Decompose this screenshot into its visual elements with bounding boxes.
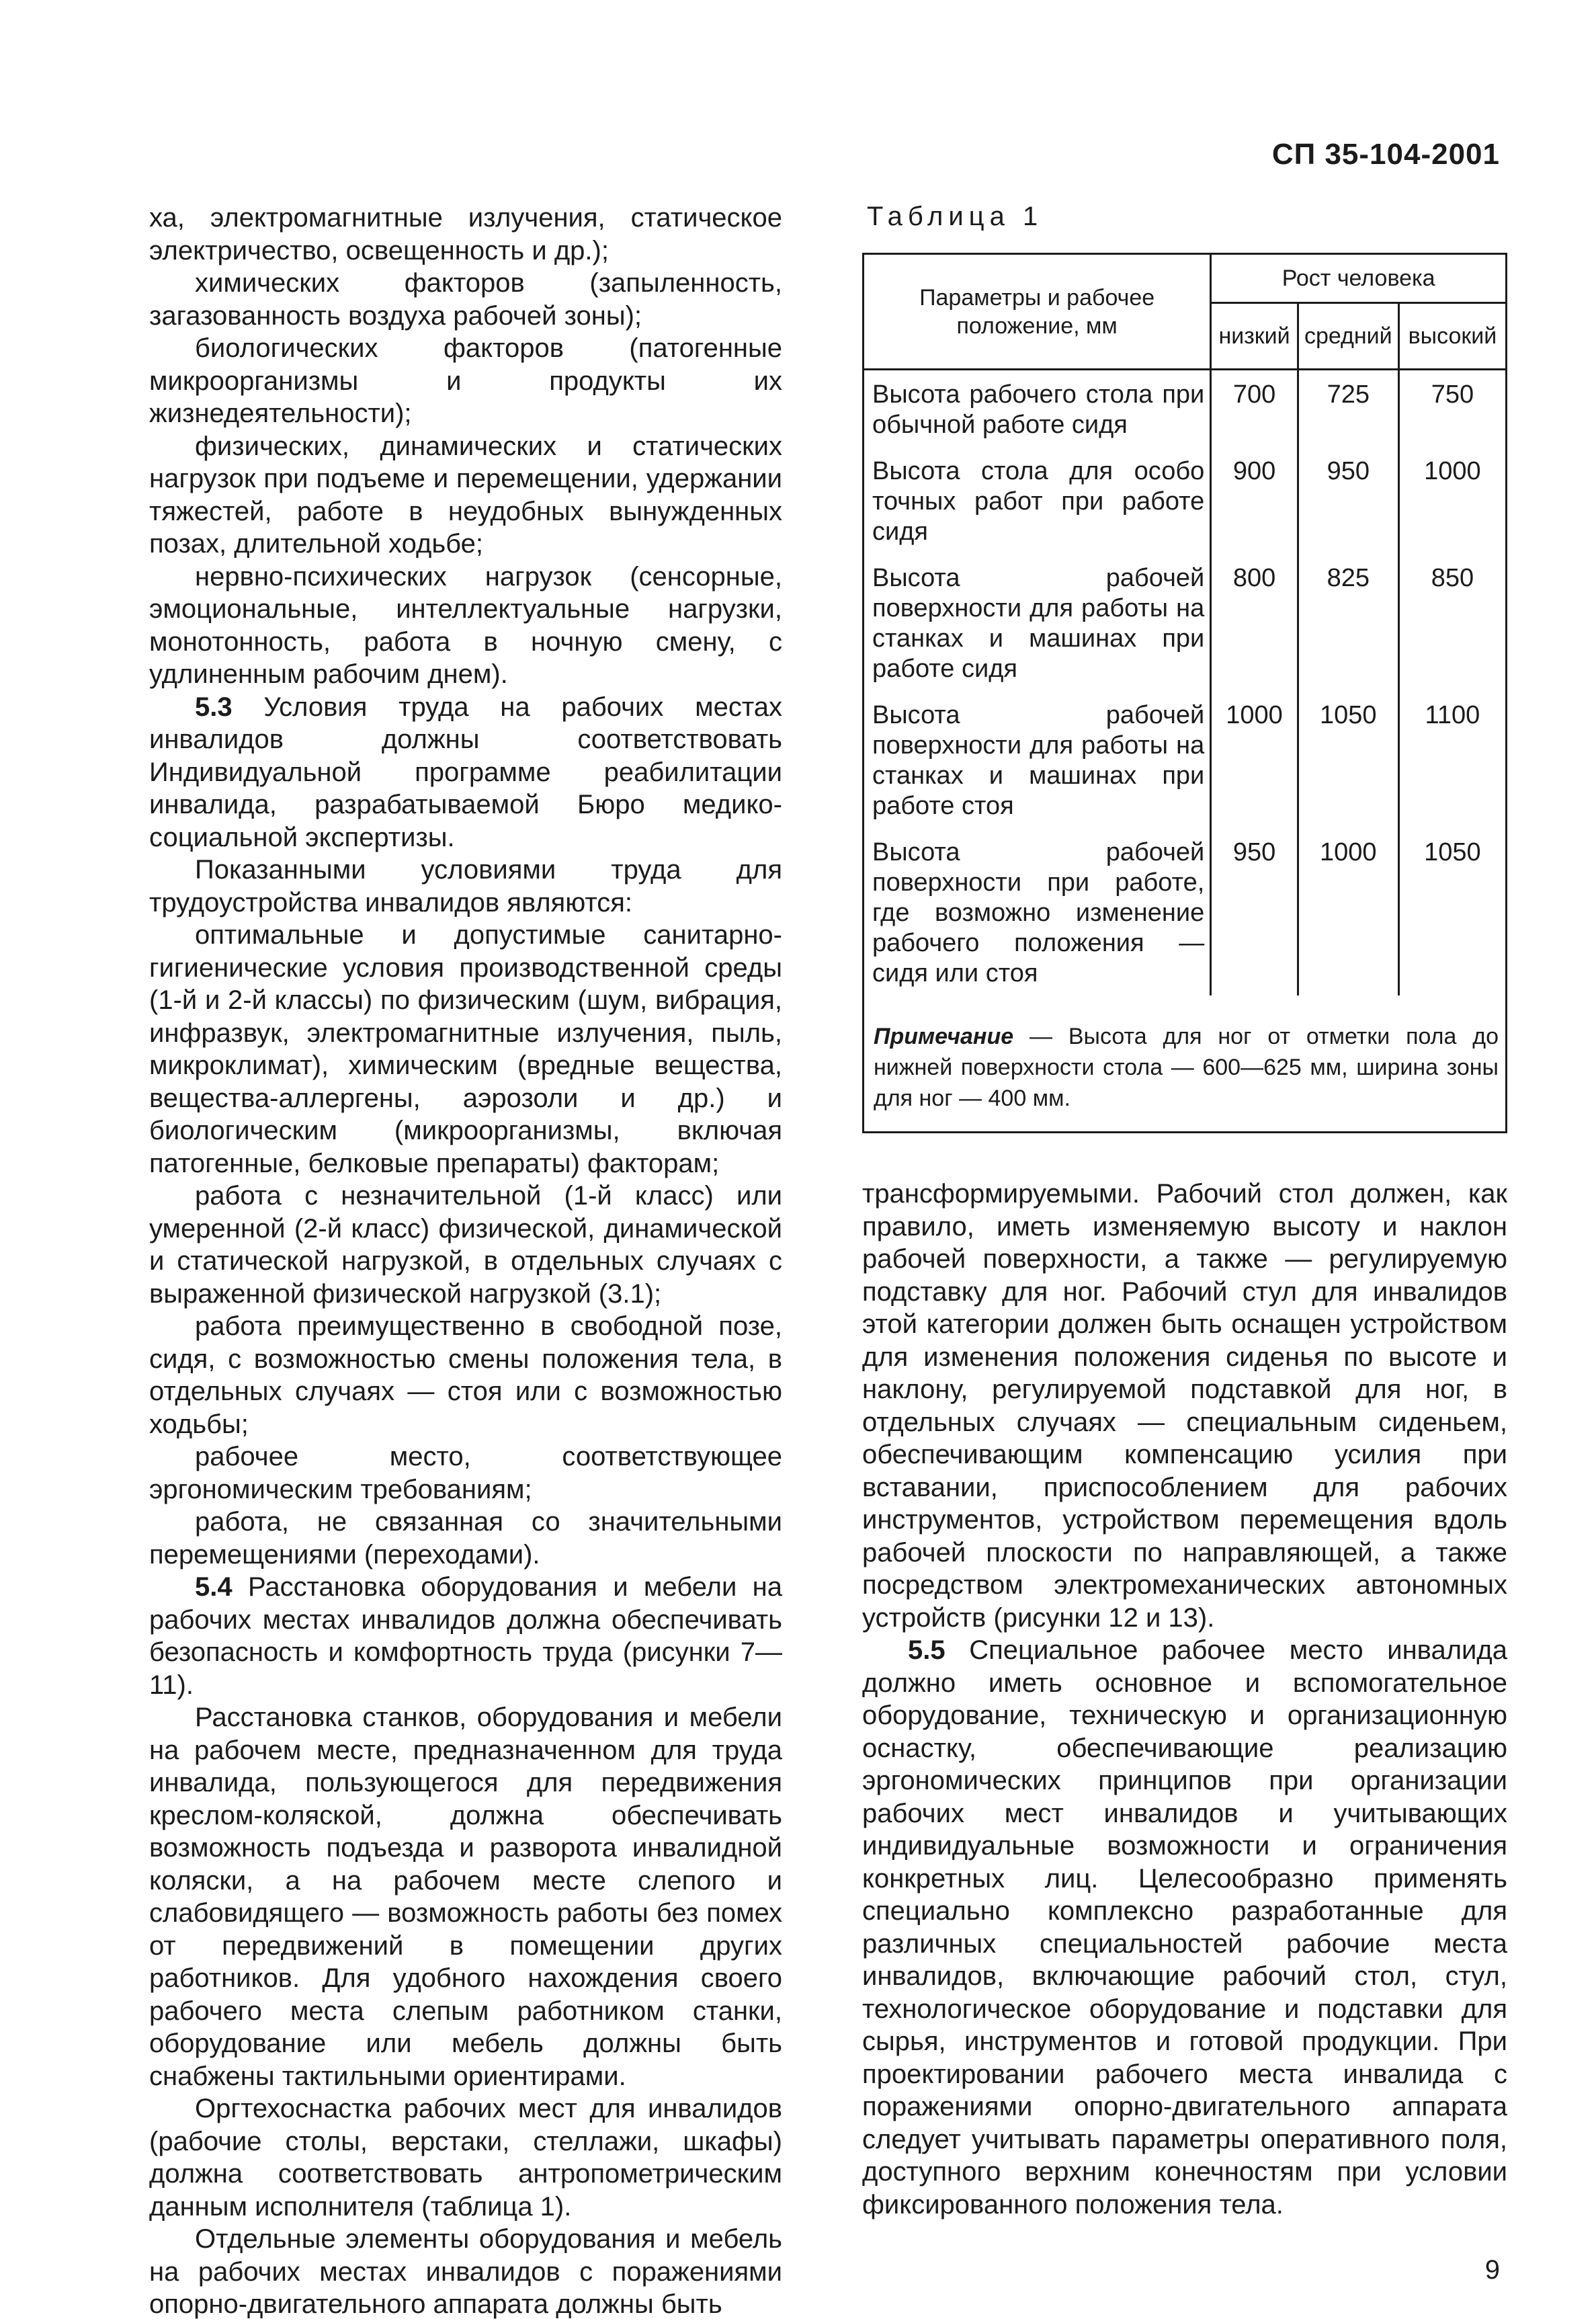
left-column [149, 202, 782, 2321]
table-row [864, 691, 1507, 828]
value-cell: 950 [1211, 828, 1298, 995]
paragraph [149, 332, 782, 430]
param-header: Параметры и рабочее положение, мм [864, 254, 1211, 370]
paragraph-text: оптимальные и допустимые санитарно-гигиенические условия производственной среды (1-й и 2-й классы) по физическим (шум, вибрация, инфразвук, электромагнитные излучения, пыль, микроклимат), химическим (вредные вещества, вещества-аллергены, аэрозоли и др.) и биологическим (микроорганизмы, включая патогенные, белковые препараты) факторам; [149, 920, 782, 1178]
section-number: 5.3 [195, 692, 233, 722]
paragraph [149, 1310, 782, 1440]
document-code: СП 35-104-2001 [1271, 138, 1500, 171]
paragraph [149, 561, 782, 691]
value-cell: 1000 [1298, 828, 1398, 995]
table-row [864, 370, 1507, 448]
paragraph-text: нервно-психических нагрузок (сенсорные, эмоциональные, интеллектуальные нагрузки, монотонность, работа в ночную смену, с удлиненным рабочим днем). [149, 561, 782, 689]
param-cell: Высота рабочего стола при обычной работе сидя [864, 370, 1211, 448]
paragraph-text: рабочее место, соответствующее эргономическим требованиям; [149, 1442, 782, 1504]
value-cell: 1000 [1398, 447, 1506, 554]
paragraph-text: физических, динамических и статических нагрузок при подъеме и перемещении, удержании тяжестей, работе в неудобных вынужденных позах, длительной ходьбе; [149, 431, 782, 559]
value-cell: 750 [1398, 370, 1506, 448]
paragraph-text: трансформируемыми. Рабочий стол должен, как правило, иметь изменяемую высоту и наклон рабочей поверхности, а также — регулируемую подставку для ног. Рабочий стул для инвалидов этой категории должен быть оснащен устройством для изменения положения сиденья по высоте и наклону, регулируемой подставкой для ног, в отдельных случаях — специальным сиденьем, обеспечивающим компенсацию усилия при вставании, приспособлением для рабочих инструментов, устройством перемещения вдоль рабочей плоскости по направляющей, а также посредством электромеханических автономных устройств (рисунки 12 и 13). [862, 1179, 1507, 1633]
paragraph-text: работа преимущественно в свободной позе, сидя, с возможностью смены положения тела, в отдельных случаях — стоя или с возможностью ходьбы; [149, 1311, 782, 1439]
paragraph [149, 267, 782, 332]
value-cell: 1050 [1298, 691, 1398, 828]
paragraph [149, 1440, 782, 1506]
sub-header-low: низкий [1211, 303, 1298, 370]
paragraph-text: Оргтехоснастка рабочих мест для инвалидов (рабочие столы, верстаки, стеллажи, шкафы) должна соответствовать антропометрическим данным исполнителя (таблица 1). [149, 2094, 782, 2222]
right-column [862, 1178, 1507, 2221]
value-cell: 800 [1211, 554, 1298, 691]
value-cell: 950 [1298, 447, 1398, 554]
paragraph [149, 2092, 782, 2223]
paragraph [149, 854, 782, 919]
height-group-header: Рост человека [1211, 254, 1507, 303]
param-cell: Высота рабочей поверхности при работе, где возможно изменение рабочего положения — сидя или стоя [864, 828, 1211, 995]
paragraph-text: химических факторов (запыленность, загазованность воздуха рабочей зоны); [149, 268, 782, 331]
table-row [864, 447, 1507, 554]
paragraph [149, 2223, 782, 2321]
sub-header-mid: средний [1298, 303, 1398, 370]
paragraph-text: работа, не связанная со значительными перемещениями (переходами). [149, 1507, 782, 1570]
paragraph [149, 919, 782, 1180]
table-row [864, 554, 1507, 691]
value-cell: 1050 [1398, 828, 1506, 995]
paragraph-text: работа с незначительной (1-й класс) или умеренной (2-й класс) физической, динамической и статической нагрузкой, в отдельных случаях с выраженной физической нагрузкой (3.1); [149, 1181, 782, 1309]
paragraph [149, 1506, 782, 1571]
paragraph [149, 202, 782, 267]
section-number: 5.4 [195, 1572, 233, 1602]
table-row [864, 828, 1507, 995]
paragraph-text: Условия труда на рабочих местах инвалидов должны соответствовать Индивидуальной программе реабилитации инвалида, разрабатываемой Бюро медико-социальной экспертизы. [149, 692, 782, 852]
section-number: 5.5 [908, 1635, 946, 1665]
paragraph [149, 430, 782, 561]
paragraph-text: Показанными условиями труда для трудоустройства инвалидов являются: [149, 855, 782, 918]
paragraph [149, 1571, 782, 1701]
paragraph-text: биологических факторов (патогенные микроорганизмы и продукты их жизнедеятельности); [149, 333, 782, 428]
sub-header-high: высокий [1398, 303, 1506, 370]
note-text: — Высота для ног от отметки пола до нижней поверхности стола — 600—625 мм, ширина зоны для ног — 400 мм. [874, 1024, 1499, 1111]
value-cell: 850 [1398, 554, 1506, 691]
paragraph [149, 1701, 782, 2092]
value-cell: 900 [1211, 447, 1298, 554]
paragraph [862, 1634, 1507, 2221]
param-cell: Высота рабочей поверхности для работы на станках и машинах при работе стоя [864, 691, 1211, 828]
page-number: 9 [1484, 2255, 1500, 2285]
value-cell: 1100 [1398, 691, 1506, 828]
paragraph-text: Специальное рабочее место инвалида должно иметь основное и вспомогательное оборудование, техническую и организационную оснастку, обеспечивающие реализацию эргономических принципов при организации рабочих мест инвалидов и учитывающих индивидуальные возможности и ограничения конкретных лиц. Целесообразно применять специально комплексно разработанные для различных специальностей рабочие места инвалидов, включающие рабочий стол, стул, технологическое оборудование и подставки для сырья, инструментов и готовой продукции. При проектировании рабочего места инвалида с поражениями опорно-двигательного аппарата следует учитывать параметры оперативного поля, доступного верхним конечностям при условии фиксированного положения тела. [862, 1635, 1507, 2220]
paragraph-text: ха, электромагнитные излучения, статическое электричество, освещенность и др.); [149, 203, 782, 266]
table-body [864, 370, 1507, 996]
table-note [864, 995, 1507, 1133]
value-cell: 725 [1298, 370, 1398, 448]
note-label: Примечание [874, 1024, 1014, 1049]
paragraph-text: Расстановка станков, оборудования и мебели на рабочем месте, предназначенном для труда инвалида, пользующегося для передвижения креслом-коляской, должна обеспечивать возможность подъезда и разворота инвалидной коляски, а на рабочем месте слепого и слабовидящего — возможность работы без помех от передвижений в помещении других работников. Для удобного нахождения своего рабочего места слепым работником станки, оборудование или мебель должны быть снабжены тактильными ориентирами. [149, 1703, 782, 2091]
param-cell: Высота рабочей поверхности для работы на станках и машинах при работе сидя [864, 554, 1211, 691]
paragraph [862, 1178, 1507, 1634]
table-1 [862, 253, 1507, 1133]
paragraph [149, 691, 782, 854]
value-cell: 700 [1211, 370, 1298, 448]
value-cell: 825 [1298, 554, 1398, 691]
param-cell: Высота стола для особо точных работ при работе сидя [864, 447, 1211, 554]
paragraph [149, 1180, 782, 1310]
table-caption: Таблица 1 [867, 202, 1044, 231]
paragraph-text: Расстановка оборудования и мебели на рабочих местах инвалидов должна обеспечивать безопасность и комфортность труда (рисунки 7—11). [149, 1572, 782, 1700]
paragraph-text: Отдельные элементы оборудования и мебель на рабочих местах инвалидов с поражениями опорно-двигательного аппарата должны быть [149, 2224, 782, 2319]
value-cell: 1000 [1211, 691, 1298, 828]
